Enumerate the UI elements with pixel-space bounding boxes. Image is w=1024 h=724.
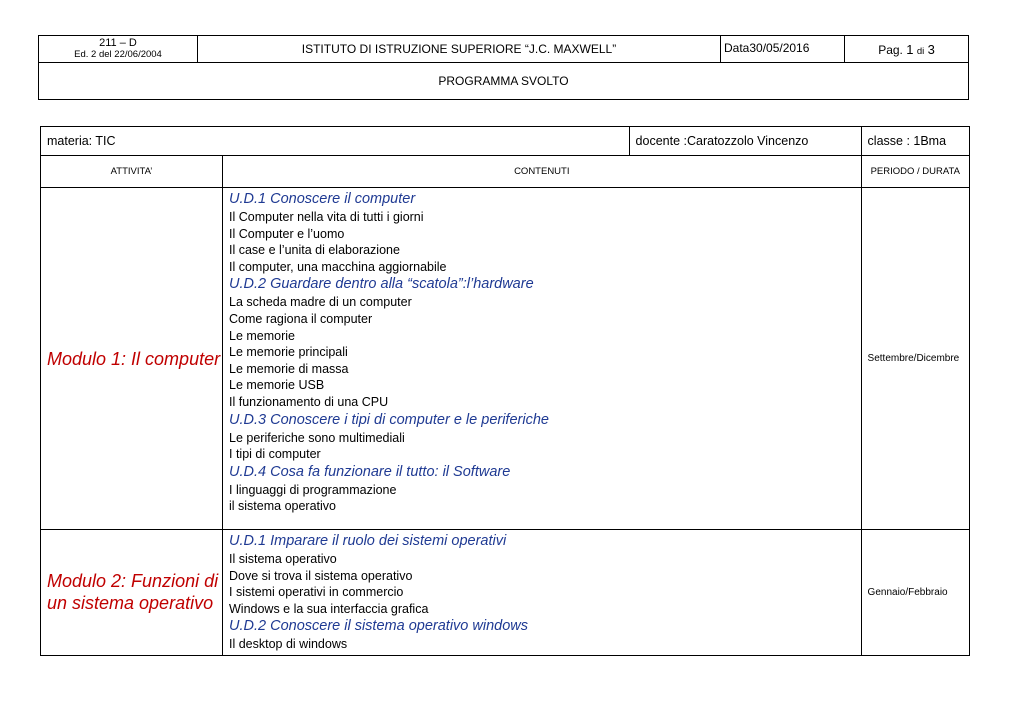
module-title: Modulo 2: Funzioni di un sistema operativo <box>41 530 223 656</box>
page-of: di <box>916 45 925 57</box>
unit-title: U.D.2 Conoscere il sistema operativo windows <box>229 618 528 635</box>
module-contents <box>223 530 862 656</box>
page-total: 3 <box>927 41 935 57</box>
unit-title: U.D.3 Conoscere i tipi di computer e le periferiche <box>229 411 549 428</box>
module-contents <box>223 188 862 530</box>
column-header-row <box>41 156 970 188</box>
info-row <box>41 127 970 156</box>
page-prefix: Pag. <box>878 42 903 57</box>
unit-title: U.D.1 Conoscere il computer <box>229 191 416 207</box>
unit-item: I tipi di computer <box>229 447 321 462</box>
unit-item: Il Computer nella vita di tutti i giorni <box>229 210 424 224</box>
unit-item: Windows e la sua interfaccia grafica <box>229 601 429 616</box>
module-row <box>41 530 970 656</box>
unit-item: Le memorie <box>229 328 295 343</box>
page-number <box>845 36 969 63</box>
unit-title: U.D.2 Guardare dentro alla “scatola”:l’hardware <box>229 276 534 293</box>
module-title: Modulo 1: Il computer <box>41 188 223 530</box>
program-table <box>40 126 970 656</box>
column-header-contents: CONTENUTI <box>223 156 862 188</box>
document-code-cell <box>39 36 198 63</box>
unit-item: Il desktop di windows <box>229 637 348 652</box>
subject-cell: materia: TIC <box>41 127 630 156</box>
unit-item: Dove si trova il sistema operativo <box>229 568 413 583</box>
unit-item: Il case e l’unita di elaborazione <box>229 243 400 258</box>
unit-item: I sistemi operativi in commercio <box>229 585 404 600</box>
document-code: 211 – D <box>99 37 137 49</box>
class-cell: classe : 1Bma <box>861 127 969 156</box>
unit-item: il sistema operativo <box>229 499 336 514</box>
unit-item: Le periferiche sono multimediali <box>229 430 405 445</box>
unit-item: Il funzionamento di una CPU <box>229 394 389 409</box>
column-header-activity: ATTIVITA’ <box>41 156 223 188</box>
unit-title: U.D.1 Imparare il ruolo dei sistemi operativi <box>229 533 507 549</box>
teacher-cell: docente :Caratozzolo Vincenzo <box>629 127 861 156</box>
document-date: Data30/05/2016 <box>721 36 845 63</box>
institute-name: ISTITUTO DI ISTRUZIONE SUPERIORE “J.C. MAXWELL” <box>198 36 721 63</box>
unit-title: U.D.4 Cosa fa funzionare il tutto: il Software <box>229 463 511 480</box>
module-period: Gennaio/Febbraio <box>861 530 969 656</box>
document-edition: Ed. 2 del 22/06/2004 <box>74 49 162 60</box>
module-row <box>41 188 970 530</box>
unit-item: Il sistema operativo <box>229 552 337 566</box>
unit-item: Il Computer e l’uomo <box>229 226 345 241</box>
document-subtitle: PROGRAMMA SVOLTO <box>39 63 969 100</box>
unit-item: Le memorie principali <box>229 345 348 360</box>
unit-item: Le memorie di massa <box>229 361 349 376</box>
unit-item: Le memorie USB <box>229 378 325 393</box>
unit-item: Il computer, una macchina aggiornabile <box>229 259 447 274</box>
unit-item: I linguaggi di programmazione <box>229 482 397 497</box>
module-period: Settembre/Dicembre <box>861 188 969 530</box>
document-header <box>38 35 969 100</box>
unit-item: Come ragiona il computer <box>229 311 373 326</box>
page-current: 1 <box>906 41 914 57</box>
unit-item: La scheda madre di un computer <box>229 295 412 310</box>
column-header-period: PERIODO / DURATA <box>861 156 969 188</box>
